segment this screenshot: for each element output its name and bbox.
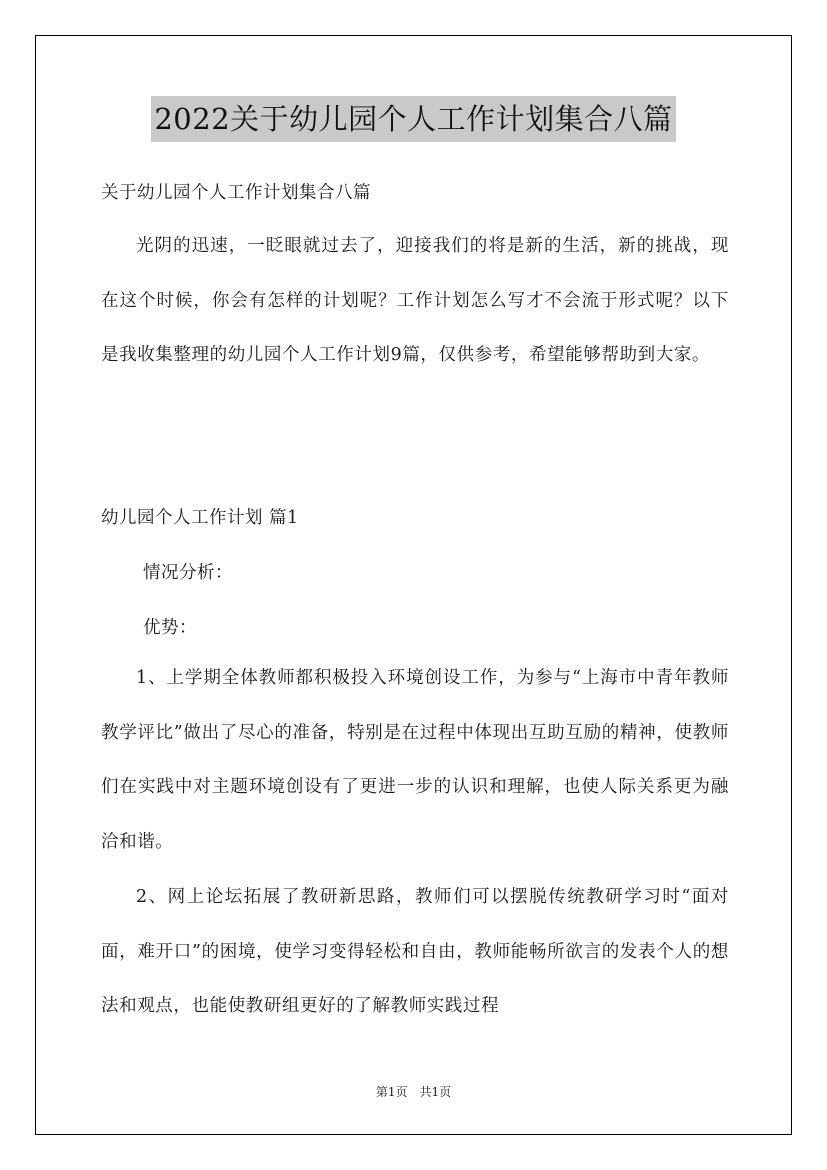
document-title: 2022关于幼儿园个人工作计划集合八篇 — [151, 96, 675, 142]
situation-label: 情况分析： — [143, 563, 233, 583]
title-container — [0, 96, 827, 142]
document-subtitle: 关于幼儿园个人工作计划集合八篇 — [101, 183, 371, 203]
paragraph-item-1: 1、上学期全体教师都积极投入环境创设工作，为参与“上海市中青年教师教学评比”做出了尽心的准备，特别是在过程中体现出互助互励的精神，使教师们在实践中对主题环境创设有了更进一步的认识和理解，也使人际关系更为融洽和谐。 — [101, 668, 729, 852]
intro-paragraph: 光阴的迅速，一眨眼就过去了，迎接我们的将是新的生活，新的挑战，现在这个时候，你会有怎样的计划呢？工作计划怎么写才不会流于形式呢？以下是我收集整理的幼儿园个人工作计划9篇，仅供参考，希望能够帮助到大家。 — [101, 236, 729, 366]
advantage-label: 优势： — [143, 618, 197, 638]
page-footer: 第1页 共1页 — [375, 1085, 452, 1099]
paragraph-item-2: 2、网上论坛拓展了教研新思路，教师们可以摆脱传统教研学习时“面对面，难开口”的困境，使学习变得轻松和自由，教师能畅所欲言的发表个人的想法和观点，也能使教研组更好的了解教师实践过程 — [101, 887, 729, 1017]
section-heading: 幼儿园个人工作计划 篇1 — [101, 508, 299, 528]
